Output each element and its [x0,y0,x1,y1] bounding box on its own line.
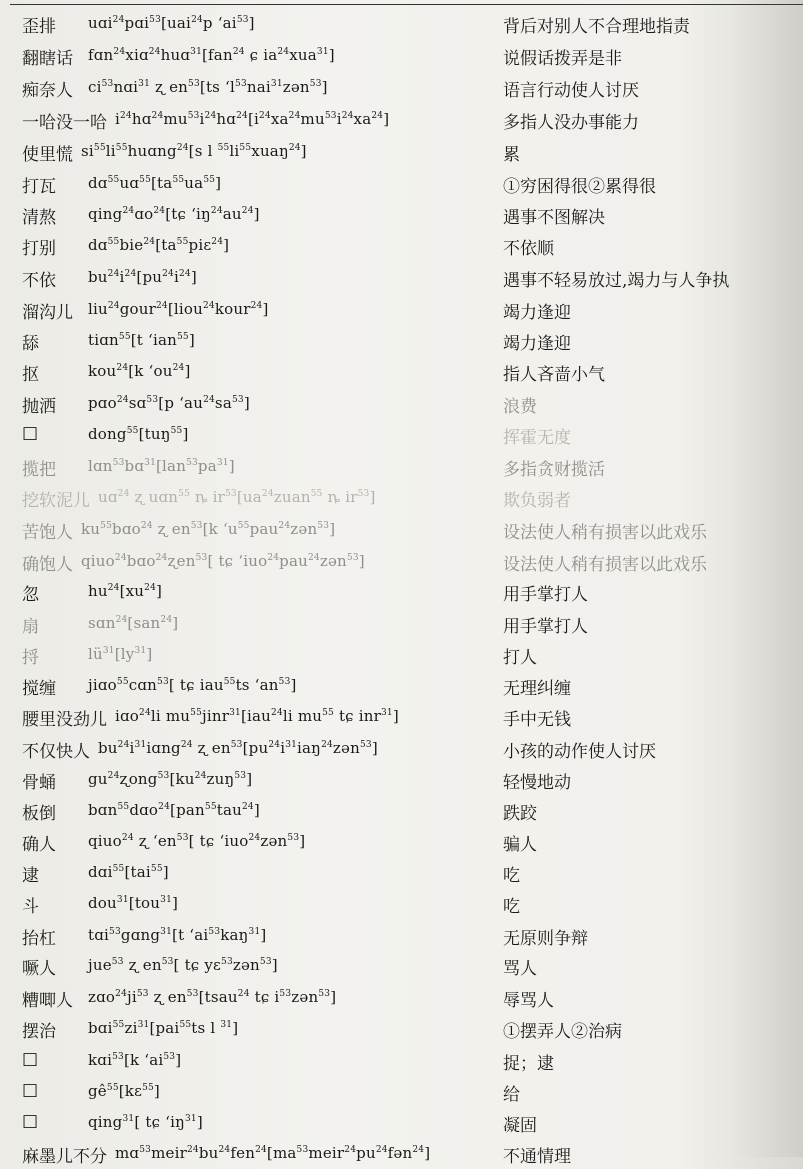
dictionary-entry [0,451,803,482]
entry-headword: 确人 [22,835,56,855]
entry-pronunciation: kou$^{24}$[k ʻou$^{24}$] [88,362,191,380]
entry-pronunciation: $gu^{24}ʐong^{53}[ku^{24}zuŋ^{53}]$ [88,770,253,788]
entry-headword: 一哈没一哈 [22,113,107,133]
entry-pronunciation: $lü^{31}[ly^{31}]$ [88,645,153,663]
dictionary-entry [0,1138,803,1169]
entry-headword: 腰里没劲儿 [22,710,107,730]
entry-gloss: 用手掌打人 [503,585,588,605]
entry-pronunciation: $lɑn^{53}bɑ^{31}[lan^{53}pa^{31}]$ [88,457,235,475]
entry-pronunciation: $i^{24}hɑ^{24}mu^{53}i^{24}hɑ^{24}[i^{24}xa^{24}mu^{53}i^{24}xa^{24}]$ [115,110,390,128]
entry-gloss: 给 [503,1085,520,1105]
entry-pronunciation: sɑn$^{24}$[san$^{24}$] [88,614,179,632]
dictionary-entry [0,419,803,450]
entry-headword: 使里慌 [22,145,73,165]
entry-pronunciation: liu$^{24}$gour$^{24}$[liou$^{24}$kour$^{24}$] [88,300,269,318]
entry-gloss: 辱骂人 [503,991,554,1011]
entry-headword: 抠 [22,365,39,385]
entry-headword: 舔 [22,334,39,354]
entry-headword: 清熬 [22,208,56,228]
entry-gloss: 凝固 [503,1116,537,1136]
entry-pronunciation: dong$^{55}$[tuŋ$^{55}$] [88,425,189,443]
entry-gloss: 不依顺 [503,239,554,259]
entry-pronunciation: jiɑo$^{55}$cɑn$^{53}$[ tɕ iau$^{55}$ts ʻan$^{53}$] [88,676,297,694]
entry-pronunciation: pɑo$^{24}$sɑ$^{53}$[p $ʻau^{24}sa^{53}$] [88,394,250,412]
entry-gloss: 骗人 [503,835,537,855]
entry-headword: □ [22,1049,39,1069]
entry-pronunciation: dɑi$^{55}$[tai$^{55}$] [88,863,169,881]
entry-pronunciation: $ci^{53}nɑi^{31}$ ʐ $en^{53}[ts$ ʻl$^{53}$nai$^{31}$zən$^{53}$] [88,78,328,96]
entry-headword: 抬杠 [22,929,56,949]
entry-pronunciation: qing$^{31}$[ tɕ ʻiŋ$^{31}$] [88,1113,203,1131]
entry-pronunciation: $zɑo^{24}ji^{53}$ ʐ $en^{53}[tsau^{24}$ tɕ $i^{53}zən^{53}$] [88,988,337,1006]
dictionary-entry [0,136,803,167]
dictionary-entry [0,104,803,135]
entry-gloss: 挥霍无度 [503,428,571,448]
entry-pronunciation: tɑi$^{53}$gɑng$^{31}$[t ʻai$^{53}$kaŋ$^{31}$] [88,926,267,944]
entry-gloss: 指人吝啬小气 [503,365,605,385]
entry-pronunciation: $hu^{24}[xu^{24}]$ [88,582,163,600]
dictionary-entry [0,950,803,981]
entry-gloss: 语言行动使人讨厌 [503,81,639,101]
dictionary-entry [0,388,803,419]
dictionary-entry [0,1076,803,1107]
entry-pronunciation: kɑi$^{53}$[k ʻai$^{53}$] [88,1051,182,1069]
dictionary-entry [0,764,803,795]
entry-headword: 板倒 [22,804,56,824]
dictionary-entry [0,199,803,230]
entry-gloss: 吃 [503,866,520,886]
dictionary-entry [0,168,803,199]
entry-gloss: 竭力逢迎 [503,334,571,354]
entry-gloss: ①穷困得很②累得很 [503,177,656,197]
entry-pronunciation: qiuo$^{24}$bɑo$^{24}$ʐen$^{53}$[ tɕ ʻiuo$^{24}$pau$^{24}$zən$^{53}$] [81,552,365,570]
entry-headword: 麻墨儿不分 [22,1147,107,1167]
entry-pronunciation: qiuo$^{24}$ ʐ ʻen$^{53}$[ tɕ ʻiuo$^{24}$zən$^{53}$] [88,832,306,850]
entry-headword: 歪排 [22,17,56,37]
entry-pronunciation: $si^{55}li^{55}huɑng^{24}[s$ l $^{55}li^{55}xuaŋ^{24}$] [81,142,307,160]
entry-gloss: 骂人 [503,959,537,979]
entry-headword: 逮 [22,866,39,886]
dictionary-entry [0,262,803,293]
entry-headword: 斗 [22,897,39,917]
entry-gloss: 设法使人稍有损害以此戏乐 [503,555,707,575]
entry-gloss: ①摆弄人②治病 [503,1022,622,1042]
entry-headword: □ [22,1111,39,1131]
entry-gloss: 说假话拨弄是非 [503,49,622,69]
dictionary-entry [0,670,803,701]
entry-pronunciation: bɑn$^{55}$dɑo$^{24}$[pan$^{55}$tau$^{24}$] [88,801,260,819]
entry-pronunciation: fɑn$^{24}$xiɑ$^{24}$huɑ$^{31}$[fan$^{24}$ ɕ $ia^{24}xua^{31}$] [88,46,335,64]
dictionary-entry [0,920,803,951]
entry-pronunciation: $ku^{55}bɑo^{24}$ ʐ $en^{53}[k$ ʻu$^{55}$pau$^{24}$zən$^{53}$] [81,520,336,538]
entry-pronunciation: $bɑi^{55}zi^{31}[pai^{55}ts$ l $^{31}$] [88,1019,239,1037]
dictionary-entry [0,826,803,857]
entry-pronunciation: $mɑ^{53}meir^{24}bu^{24}fen^{24}[ma^{53}meir^{24}pu^{24}fən^{24}]$ [115,1144,431,1162]
entry-pronunciation: $bu^{24}i^{31}iɑng^{24}$ ʐ $en^{53}[pu^{24}i^{31}iaŋ^{24}zən^{53}]$ [98,739,378,757]
dictionary-entry [0,1045,803,1076]
dictionary-entry [0,230,803,261]
dictionary-entry [0,982,803,1013]
dictionary-entry [0,857,803,888]
entry-gloss: 打人 [503,648,537,668]
entry-pronunciation: dou$^{31}$[tou$^{31}$] [88,894,179,912]
entry-gloss: 跌跤 [503,804,537,824]
entry-gloss: 无理纠缠 [503,679,571,699]
dictionary-entry [0,576,803,607]
entry-pronunciation: $dɑ^{55}uɑ^{55}[ta^{55}ua^{55}]$ [88,174,222,192]
entry-headword: 苦饱人 [22,523,73,543]
entry-gloss: 用手掌打人 [503,617,588,637]
entry-pronunciation: $gê^{55}[kɛ^{55}]$ [88,1082,160,1100]
entry-headword: 揽把 [22,460,56,480]
entry-pronunciation: $bu^{24}i^{24}[pu^{24}i^{24}]$ [88,268,197,286]
entry-headword: 打别 [22,239,56,259]
entry-headword: 痴奈人 [22,81,73,101]
entry-headword: □ [22,1080,39,1100]
entry-gloss: 吃 [503,897,520,917]
entry-headword: 溜沟儿 [22,303,73,323]
entry-gloss: 无原则争辩 [503,929,588,949]
entry-pronunciation: tiɑn$^{55}$[t ʻian$^{55}$] [88,331,195,349]
entry-gloss: 竭力逢迎 [503,303,571,323]
dictionary-entry [0,356,803,387]
entry-pronunciation: qing$^{24}$ɑo$^{24}$[tɕ $ʻiŋ^{24}au^{24}$] [88,205,260,223]
entry-gloss: 设法使人稍有损害以此戏乐 [503,523,707,543]
dictionary-entry [0,701,803,732]
entry-headword: 不仅快人 [22,742,90,762]
entry-pronunciation: uɑ$^{24}$ ʐ uɑn$^{55}$ ȵ $ir^{53}[ua^{24}zuan^{55}$ ȵ $ir^{53}$] [98,488,376,506]
dictionary-entry [0,888,803,919]
entry-gloss: 遇事不图解决 [503,208,605,228]
entry-headword: 抛洒 [22,397,56,417]
entry-gloss: 不通情理 [503,1147,571,1167]
entry-headword: 捋 [22,648,39,668]
dictionary-entry [0,546,803,577]
entry-headword: 打瓦 [22,177,56,197]
dictionary-entry [0,294,803,325]
entry-gloss: 欺负弱者 [503,491,571,511]
entry-pronunciation: uɑi$^{24}$pɑi$^{53}$[uai$^{24}$p ʻai$^{53}$] [88,14,255,32]
dictionary-entry [0,1013,803,1044]
entry-headword: 噘人 [22,959,56,979]
top-rule [10,4,803,5]
entry-gloss: 累 [503,145,520,165]
dictionary-entry [0,325,803,356]
entry-headword: 扇 [22,617,39,637]
entry-pronunciation: $dɑ^{55}bie^{24}[ta^{55}piɛ^{24}]$ [88,236,230,254]
entry-gloss: 浪费 [503,397,537,417]
entry-headword: □ [22,423,39,443]
entry-gloss: 手中无钱 [503,710,571,730]
dictionary-entry [0,482,803,513]
entry-headword: 搅缠 [22,679,56,699]
entry-headword: 忽 [22,585,39,605]
dictionary-entry [0,639,803,670]
entry-gloss: 多指贪财揽活 [503,460,605,480]
entry-headword: 不依 [22,271,56,291]
entry-gloss: 多指人没办事能力 [503,113,639,133]
entry-pronunciation: iɑo$^{24}$li $mu^{55}jinr^{31}[iau^{24}li$ $mu^{55}$ tɕ inr$^{31}$] [115,707,399,725]
entry-headword: 摆治 [22,1022,56,1042]
entry-headword: 翻瞎话 [22,49,73,69]
dictionary-entry [0,40,803,71]
dictionary-entry [0,514,803,545]
entry-gloss: 小孩的动作使人讨厌 [503,742,656,762]
dictionary-entry [0,1107,803,1138]
dictionary-entry [0,733,803,764]
entry-gloss: 捉；逮 [503,1054,554,1074]
dictionary-entry [0,8,803,39]
dictionary-entry [0,795,803,826]
entry-headword: 确饱人 [22,555,73,575]
entry-headword: 挖软泥儿 [22,491,90,511]
entry-headword: 糟唧人 [22,991,73,1011]
entry-gloss: 遇事不轻易放过,竭力与人争执 [503,271,730,291]
entry-gloss: 背后对别人不合理地指责 [503,17,690,37]
dictionary-entry [0,608,803,639]
dictionary-entry [0,72,803,103]
entry-gloss: 轻慢地动 [503,773,571,793]
entry-headword: 骨蛹 [22,773,56,793]
entry-pronunciation: jue$^{53}$ ʐ $en^{53}$[ tɕ yɛ$^{53}$zən$^{53}$] [88,956,278,974]
